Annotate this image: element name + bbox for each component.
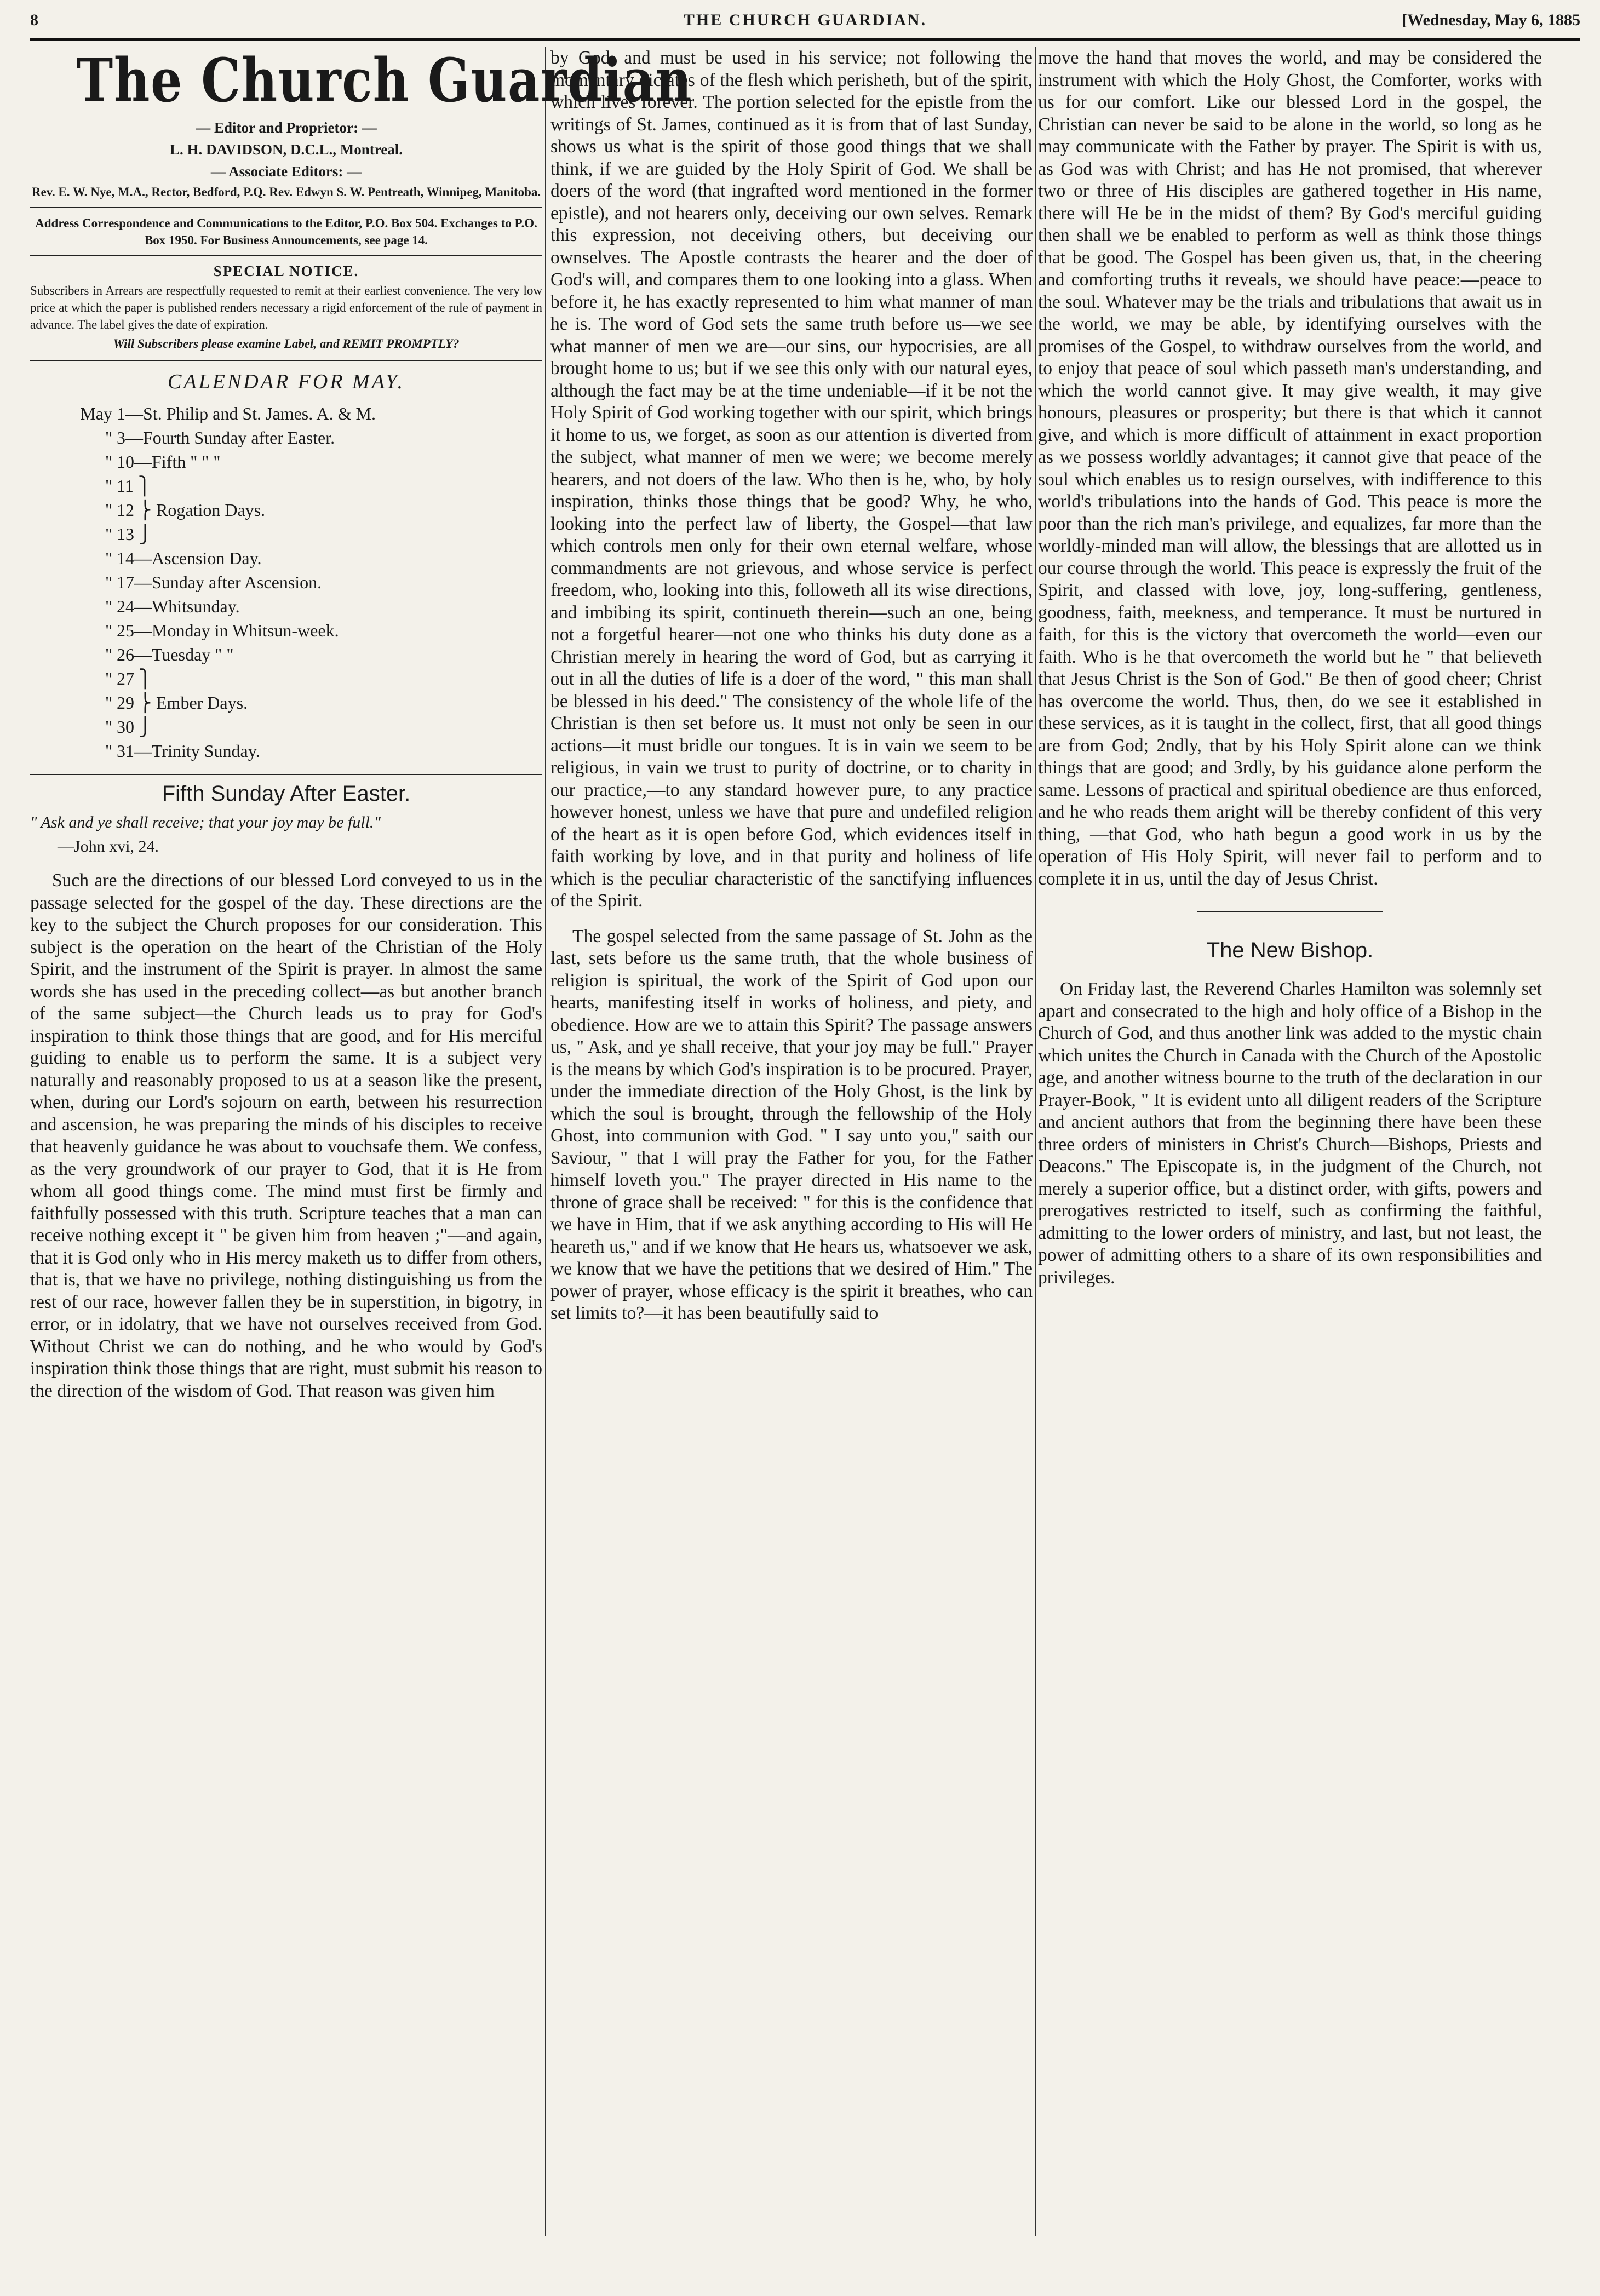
calendar-entry: 29 ⎬ Ember Days.: [117, 693, 248, 713]
calendar-entry: 31—Trinity Sunday.: [117, 741, 260, 761]
calendar-month: ": [105, 645, 112, 664]
calendar-entry: 27 ⎫: [117, 669, 152, 688]
paragraph: move the hand that moves the world, and may be considered the instrument with which the Holy Ghost, the Comforter, works with us for our comfort. Like our blessed Lord in the gospel, the Christian can never be said to be alone in the world, so long as he may communicate with the Father by prayer. The Spirit is with us, as God was with Christ; and has He not promised, that wherever two or three of His disciples are gathered together in His name, there will He be in the midst of them? By God's merciful guiding then shall we be enabled to perform as well as think those things that be good. The Gospel has been given us, that, in the cheering and comforting truths it reveals, we should have peace:—peace to the soul. Whatever may be the trials and tribulations that await us in the world, we may be able, by identifying ourselves with the promises of the Gospel, to withdraw ourselves from the world, and to enjoy that peace of soul which passeth man's understanding, and which the world cannot give. It may give wealth, it may give honours, pleasures or prosperity; but there is that which it cannot give, and which is more difficult of attainment in exact proportion as we possess worldly advantages; it cannot give that peace of the soul which enables us to resign ourselves, with indifference to this world's tribulations into the hands of God. This peace is more the poor than the rich man's privilege, and equalizes, far more than the worldly-minded man will allow, the blessings that are allotted us in our course through the world. This peace is expressly the fruit of the Spirit, and classed with love, joy, long-suffering, gentleness, goodness, faith, meekness, and temperance. It must be nurtured in faith, for this is the victory that overcometh the world—even our faith. Who is he that overcometh the world but he " that believeth that Jesus Christ is the Son of God." Be then of good cheer; Christ has overcome the world. Thus, then, do we see it established in these services, as it is taught in the collect, first, that all good things are from God; 2ndly, that by his Holy Spirit alone can we think things that are good; and 3rdly, by his guidance alone perform the same. Lessons of practical and spiritual obedience are thus enforced, and he who reads them aright will be thereby confident of this very thing, —that God, who hath begun a good work in us by the operation of His Holy Spirit, will never fail to perform and to complete it in us, until the day of Jesus Christ.: [1038, 48, 1542, 889]
calendar-row: [30, 522, 542, 546]
calendar-month: ": [105, 524, 112, 544]
calendar-entry: 14—Ascension Day.: [117, 548, 262, 568]
calendar-entry: 1—St. Philip and St. James. A. & M.: [117, 404, 376, 423]
article-body: [1038, 47, 1542, 890]
calendar-row: [30, 401, 542, 426]
special-notice-body: Subscribers in Arrears are respectfully requested to remit at their earliest convenience. The very low price at which the paper is published renders necessary a rigid enforcement of the rule of payment in advance. The label gives the date of expiration.: [30, 284, 542, 331]
article-title: Fifth Sunday After Easter.: [162, 782, 411, 806]
calendar-month: ": [105, 572, 112, 592]
paragraph: The gospel selected from the same passage of St. John as the last, sets before us the same truth, that the whole business of religion is spiritual, the work of the Spirit of God upon our hearts, manifesting itself in works of holiness, and piety, and obedience. How are we to attain this Spirit? The passage answers us, " Ask, and ye shall receive, that your joy may be full." Prayer is the means by which God's inspiration is to be procured. Prayer, under the immediate direction of the Holy Ghost, is the link by which the soul is brought, through the fellowship of the Holy Ghost, into communion with God. " I say unto you," saith our Saviour, " that I will pray the Father for you, for the Father himself loveth you." The prayer directed in His name to the throne of grace shall be received: " for this is the confidence that we have in Him, that if we ask anything according to His will He heareth us," and if we know that He hears us, whatsoever we ask, we know that we have the petitions that we desired of Him." The power of prayer, whose efficacy is the spirit it breathes, who can set limits to?—it has been beautifully said to: [550, 926, 1033, 1323]
calendar-entry: 3—Fourth Sunday after Easter.: [117, 428, 335, 447]
calendar-entry: 12 ⎬ Rogation Days.: [117, 500, 266, 520]
article-body: [1038, 978, 1542, 1289]
calendar-list: [30, 401, 542, 763]
calendar-month: ": [105, 717, 112, 737]
calendar-row: [30, 426, 542, 450]
column-3: [1038, 47, 1542, 2236]
calendar-row: [30, 739, 542, 763]
assoc-editors: Rev. E. W. Nye, M.A., Rector, Bedford, P.Q. Rev. Edwyn S. W. Pentreath, Winnipeg, Manitoba.: [31, 185, 541, 199]
calendar-month: ": [105, 621, 112, 640]
running-masthead: THE CHURCH GUARDIAN.: [683, 11, 927, 29]
special-notice-heading: SPECIAL NOTICE.: [213, 263, 359, 279]
calendar-entry: 25—Monday in Whitsun-week.: [117, 621, 339, 640]
calendar-entry: 13 ⎭: [117, 524, 152, 544]
divider: [30, 773, 542, 775]
calendar-month: ": [105, 452, 112, 472]
column-1: [30, 45, 693, 2236]
calendar-row: [30, 498, 542, 522]
article-divider: [1197, 911, 1383, 912]
divider: [30, 359, 542, 361]
editor-label: — Editor and Proprietor: —: [196, 119, 377, 136]
calendar-month: ": [105, 741, 112, 761]
calendar-row: [30, 450, 542, 474]
remit-notice: Will Subscribers please examine Label, and REMIT PROMPTLY?: [113, 337, 460, 351]
calendar-row: [30, 474, 542, 498]
calendar-month: ": [105, 693, 112, 713]
paragraph: Such are the directions of our blessed Lord conveyed to us in the passage selected for the gospel of the day. These directions are the key to the subject the Church proposes for our consideration. This subject is the operation on the heart of the Christian of the Holy Spirit, and the instrument of the Spirit is prayer. In almost the same words she has used in the preceding collect—as but another branch of the same subject—the Church leads us to pray for God's inspiration to think those things that are good, and for His merciful guiding to enable us to perform the same. It is a subject very naturally and reasonably proposed to us at a season like the present, when, during our Lord's sojourn on earth, between his resurrection and ascension, he was preparing the minds of his disciples to receive that heavenly guidance he was about to vouchsafe them. We confess, as the very groundwork of our prayer to God, that it is He from whom all good things come. The mind must first be firmly and faithfully possessed with this truth. Scripture teaches that a man can receive nothing except it " be given him from heaven ;"—and again, that it is God only who in His mercy maketh us to differ from others, that is, that we have no privilege, nothing distinguishing us from the rest of our race, however fallen they be in superstition, in bigotry, in error, or in idolatry, that we have not ourselves received from God. Without Christ we can do nothing, and he who would by God's inspiration think those things that are right, must submit his reason to the direction of the wisdom of God. That reason was given him: [30, 870, 542, 1401]
calendar-month: May: [80, 404, 112, 423]
calendar-month: ": [105, 476, 112, 496]
calendar-row: [30, 546, 542, 570]
calendar-row: [30, 667, 542, 691]
article-body: [550, 47, 1033, 1325]
address-notice: Address Correspondence and Communications to the Editor, P.O. Box 504. Exchanges to P.O. Box 1950. For Business Announcements, see page 14.: [35, 216, 537, 247]
paragraph: by God, and must be used in his service; not following the momentary dictates of the flesh which perisheth, but of the spirit, which lives forever. The portion selected for the epistle from the writings of St. James, continued as it is from that of last Sunday, shows us what is the spirit of those good things that we shall think, if we are guided by the Holy Spirit of God. We shall be doers of the word (that ingrafted word mentioned in the former epistle), and not hearers only, deceiving our own selves. Remark this expression, not deceiving others, but deceiving our ownselves. The Apostle contrasts the hearer and the doer of God's will, and compares them to one looking into a glass. When before it, he has exactly represented to him what manner of man he is. The word of God sets the same truth before us—we see what manner of men we are—our sins, our hypocrisies, are all brought home to us; but if we see this only with our natural eyes, although the fact may be at the time undeniable—if it be not the Holy Spirit of God working together with our spirit, which brings it home to us, we forget, as soon as our attention is diverted from the subject, what manner of men we were; we become merely hearers, and not doers of the law. Who then is he, who, by holy inspiration, thinks those things that be good? Why, he who, looking into the perfect law of liberty, the Gospel—that law which controls men only for their own eternal welfare, whose commandments are not grievous, and whose service is perfect freedom, who, looking into this, followeth all its wise directions, and imbibing its spirit, continueth therein—such an one, being not a forgetful hearer—not one who thinks his duty done as a Christian merely in hearing the word of God, but as carrying it out in all the duties of life is a doer of the word, " this man shall be blessed in his deed." The consistency of the whole life of the Christian is then set before us. It must not only be seen in our actions—it must bridle our tongues. It is in vain we seem to be religious, in vain we trust to purity of doctrine, or to charity in our practice,—to any standard however pure, to any practice however honest, unless we have that pure and undefiled religion of the heart as it is open before God, which evidences itself in faith working by love, and in that purity and holiness of life which is the peculiar characteristic of the sanctifying influences of the Spirit.: [550, 48, 1033, 911]
calendar-row: [30, 691, 542, 715]
calendar-entry: 30 ⎭: [117, 717, 152, 737]
column-2: [550, 47, 1033, 2236]
calendar-entry: 26—Tuesday " ": [117, 645, 234, 664]
column-rule: [545, 47, 546, 2236]
header-rule: [30, 38, 1580, 41]
paragraph: On Friday last, the Reverend Charles Hamilton was solemnly set apart and consecrated to the high and holy office of a Bishop in the Church of God, and thus another link was added to the mystic chain which unites the Church in Canada with the Church of the Apostolic age, and another witness bourne to the truth of the declaration in our Prayer-Book, " It is evident unto all diligent readers of the Scripture and ancient authors that from the beginning there have been these three orders of ministers in Christ's Church—Bishops, Priests and Deacons." The Episcopate is, in the judgment of the Church, not merely a superior office, but a distinct order, with gifts, powers and prerogatives restricted to itself, such as confirming the faithful, admitting to the lower orders of ministry, and last, but not least, the power of admitting others to a share of its own responsibilities and privileges.: [1038, 979, 1542, 1288]
column-rule: [1035, 47, 1036, 2236]
article-title: The New Bishop.: [1206, 938, 1374, 962]
calendar-title: CALENDAR FOR MAY.: [168, 370, 405, 393]
issue-date: [Wednesday, May 6, 1885: [1402, 11, 1580, 29]
calendar-month: ": [105, 596, 112, 616]
calendar-month: ": [105, 669, 112, 688]
editor-name: L. H. DAVIDSON, D.C.L., Montreal.: [169, 141, 403, 158]
divider: [30, 207, 542, 208]
divider: [30, 255, 542, 256]
calendar-row: [30, 642, 542, 667]
assoc-editors-label: — Associate Editors: —: [210, 163, 362, 180]
calendar-entry: 11 ⎫: [117, 476, 151, 496]
calendar-month: ": [105, 428, 112, 447]
calendar-row: [30, 594, 542, 618]
calendar-row: [30, 715, 542, 739]
page-number: 8: [30, 11, 38, 29]
calendar-month: ": [105, 548, 112, 568]
calendar-row: [30, 570, 542, 594]
running-header: [30, 8, 1580, 35]
calendar-row: [30, 618, 542, 642]
newspaper-masthead: The Church Guardian: [76, 45, 693, 116]
epigraph-citation: —John xvi, 24.: [58, 837, 159, 856]
article-body: [30, 870, 542, 1402]
calendar-entry: 24—Whitsunday.: [117, 596, 240, 616]
epigraph: " Ask and ye shall receive; that your joy may be full.": [30, 813, 381, 831]
calendar-entry: 17—Sunday after Ascension.: [117, 572, 322, 592]
calendar-month: ": [105, 500, 112, 520]
calendar-entry: 10—Fifth " " ": [117, 452, 221, 472]
